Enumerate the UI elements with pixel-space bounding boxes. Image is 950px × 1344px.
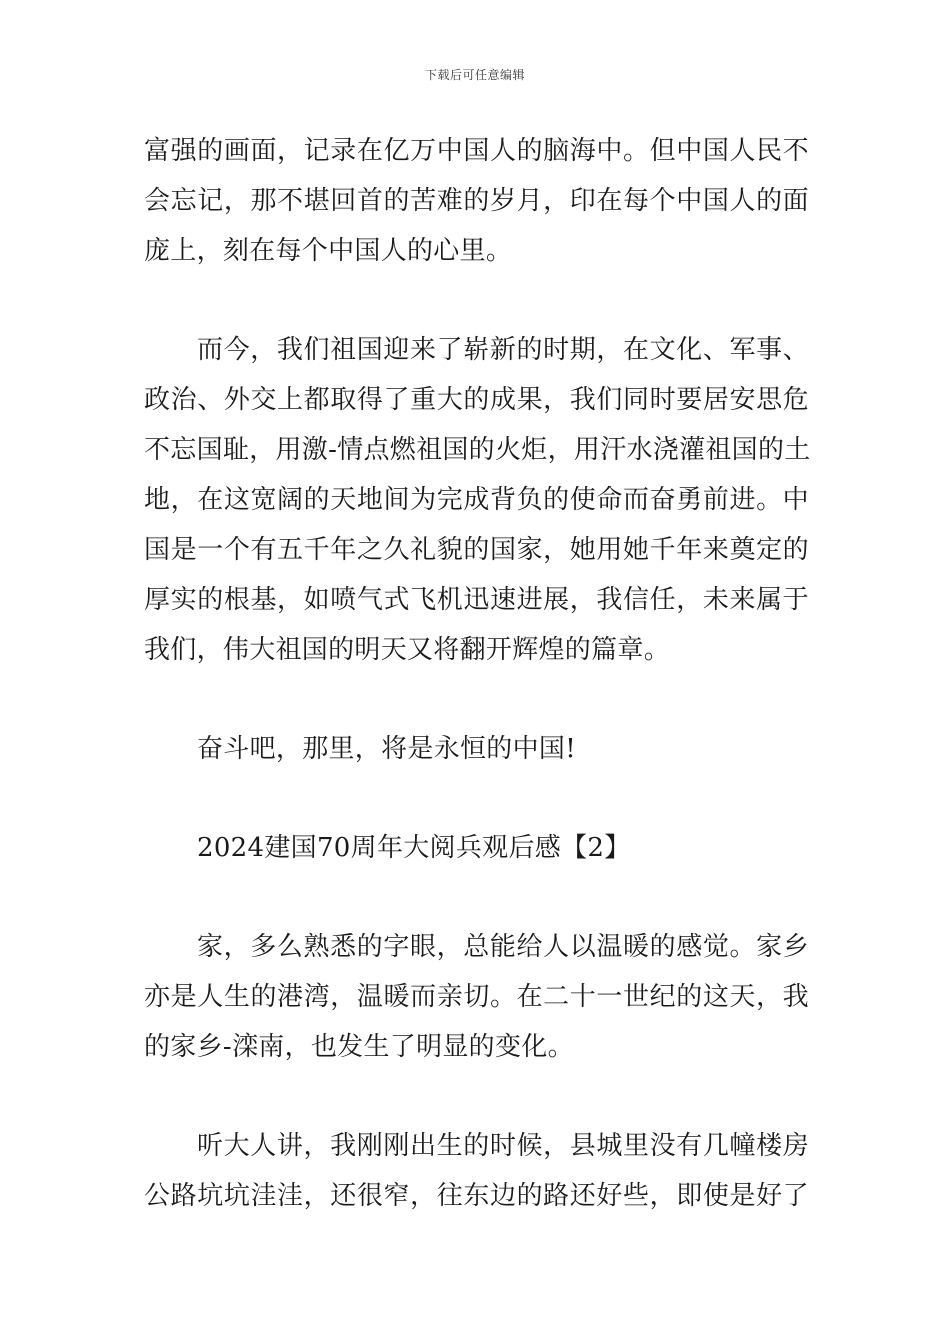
- text-line: 国是一个有五千年之久礼貌的国家，她用她千年来奠定的: [144, 535, 809, 565]
- text-line: 政治、外交上都取得了重大的成果，我们同时要居安思危: [144, 385, 809, 415]
- paragraph-gap: [144, 774, 809, 823]
- section-heading-text: 2024建国70周年大阅兵观后感【2】: [197, 833, 631, 863]
- text-line: 家，多么熟悉的字眼，总能给人以温暖的感觉。家乡: [197, 932, 809, 962]
- text-line: 听大人讲，我刚刚出生的时候，县城里没有几幢楼房: [197, 1131, 809, 1161]
- paragraph-4: [144, 922, 809, 1072]
- paragraph-1: [144, 126, 809, 276]
- paragraph-gap: [144, 675, 809, 724]
- text-line: 庞上，刻在每个中国人的心里。: [144, 236, 513, 266]
- paragraph-gap: [144, 276, 809, 325]
- section-heading: [144, 823, 809, 873]
- document-body: [144, 126, 809, 1221]
- paragraph-3: [144, 724, 809, 774]
- text-line: 不忘国耻，用激-情点燃祖国的火炬，用汗水浇灌祖国的土: [144, 435, 811, 465]
- text-line: 公路坑坑洼洼，还很窄，往东边的路还好些，即使是好了: [144, 1181, 809, 1211]
- paragraph-gap: [144, 873, 809, 922]
- text-line: 会忘记，那不堪回首的苦难的岁月，印在每个中国人的面: [144, 186, 809, 216]
- text-line: 厚实的根基，如喷气式飞机迅速进展，我信任，未来属于: [144, 585, 809, 615]
- paragraph-2: [144, 325, 809, 675]
- text-line: 亦是人生的港湾，温暖而亲切。在二十一世纪的这天，我: [144, 982, 809, 1012]
- text-line: 我们，伟大祖国的明天又将翻开辉煌的篇章。: [144, 635, 671, 665]
- header-note: 下载后可任意编辑: [424, 68, 525, 82]
- text-line: 的家乡-滦南，也发生了明显的变化。: [144, 1032, 574, 1062]
- paragraph-5: [144, 1121, 809, 1221]
- text-line: 富强的画面，记录在亿万中国人的脑海中。但中国人民不: [144, 136, 809, 166]
- paragraph-gap: [144, 1072, 809, 1121]
- text-line: 而今，我们祖国迎来了崭新的时期，在文化、军事、: [197, 335, 809, 365]
- text-line: 地，在这宽阔的天地间为完成背负的使命而奋勇前进。中: [144, 485, 809, 515]
- text-line: 奋斗吧，那里，将是永恒的中国!: [197, 734, 576, 764]
